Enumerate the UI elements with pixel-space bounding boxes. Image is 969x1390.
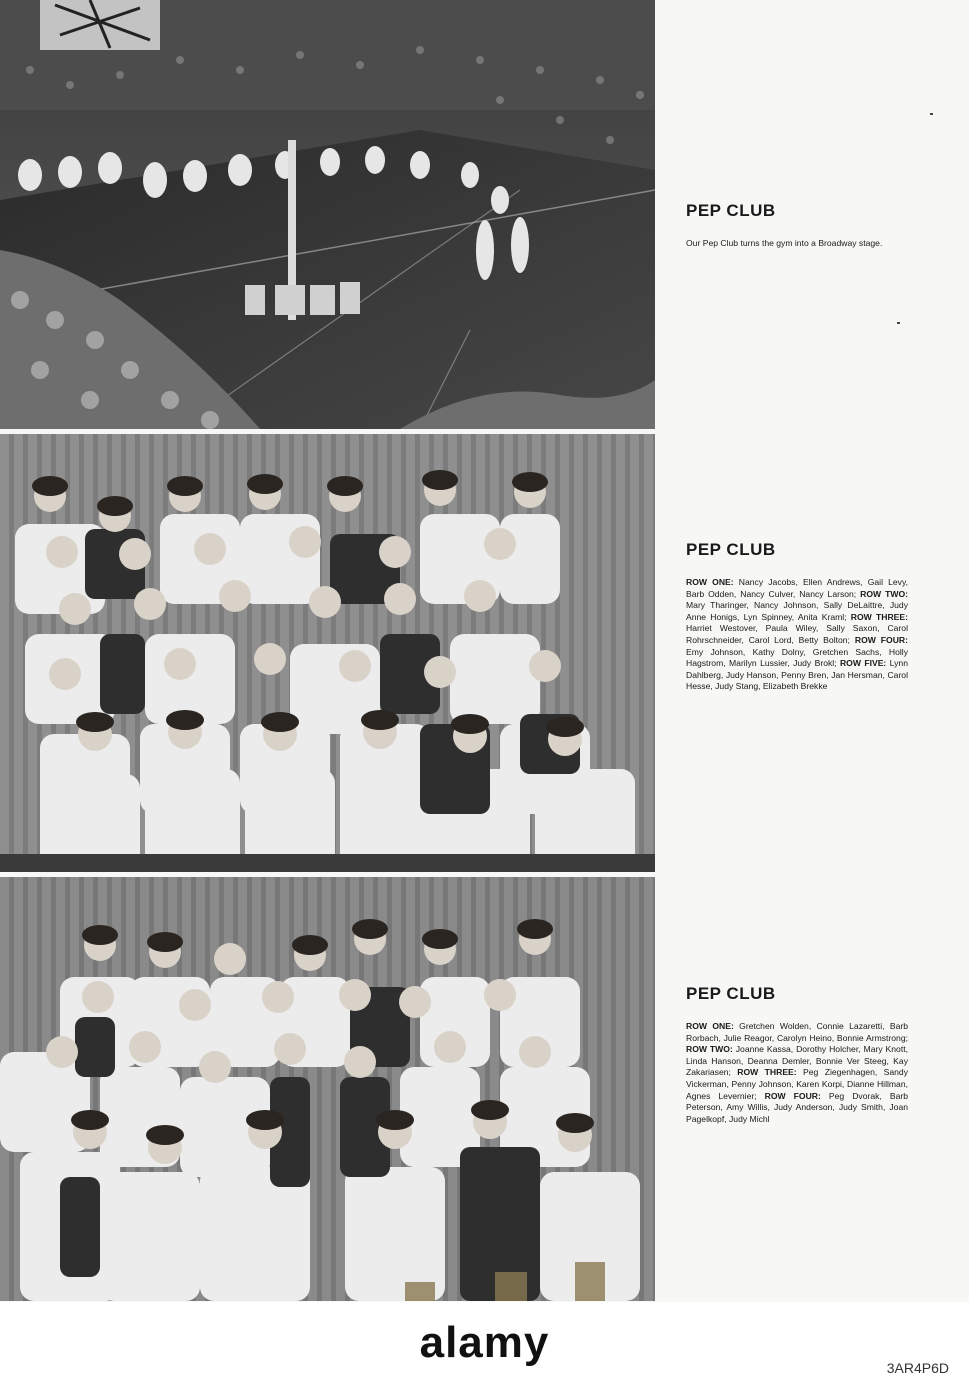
stock-watermark-bar <box>0 1302 969 1390</box>
watermark-logo: alamy <box>419 1318 550 1367</box>
section-heading: PEP CLUB <box>686 201 776 220</box>
caption-block-2 <box>686 540 908 693</box>
print-speck <box>897 322 900 324</box>
gym-event-photo <box>0 0 655 429</box>
group-photo-2 <box>0 877 655 1301</box>
group-photo-1 <box>0 434 655 872</box>
section-caption: ROW ONE: Nancy Jacobs, Ellen Andrews, Gail Levy, Barb Odden, Nancy Culver, Nancy Larson; ROW TWO: Mary Tharinger, Nancy Johnson, Sally DeLaittre, Judy Anne Honigs, Lyn Spinney, Anita Kraml; ROW THREE: Harriet Westover, Paula Wiley, Sally Saxon, Carol Rohrschneider, Carol Lord, Betty Bolton; ROW FOUR: Emy Johnson, Kathy Dolny, Gretchen Sachs, Holly Hagstrom, Marilyn Lussier, Judy Brokl; ROW FIVE: Lynn Dahlberg, Judy Hanson, Penny Bren, Jan Hersman, Carol Hesse, Judy Stang, Elizabeth Brekke <box>686 577 909 692</box>
section-caption: Our Pep Club turns the gym into a Broadway stage. <box>686 238 883 248</box>
image-reference: 3AR4P6D <box>886 1360 949 1376</box>
section-caption: ROW ONE: Gretchen Wolden, Connie Lazaretti, Barb Rorbach, Julie Reagor, Carolyn Heino, Bonnie Armstrong; ROW TWO: Joanne Kassa, Dorothy Holcher, Mary Knott, Linda Hanson, Deanna Demler, Bonnie Ver Steeg, Kay Zakariasen; ROW THREE: Peg Ziegenhagen, Sandy Vickerman, Penny Johnson, Karen Korpi, Dianne Hillman, Agnes Levernier; ROW FOUR: Peg Dvorak, Barb Peterson, Amy Willis, Judy Anderson, Judy Smith, Joan Pagelkopf, Judy Michl <box>686 1021 909 1124</box>
caption-block-3 <box>686 984 908 1125</box>
print-speck <box>930 113 933 115</box>
section-heading: PEP CLUB <box>686 984 776 1003</box>
caption-block-1 <box>686 201 908 250</box>
section-heading: PEP CLUB <box>686 540 776 559</box>
